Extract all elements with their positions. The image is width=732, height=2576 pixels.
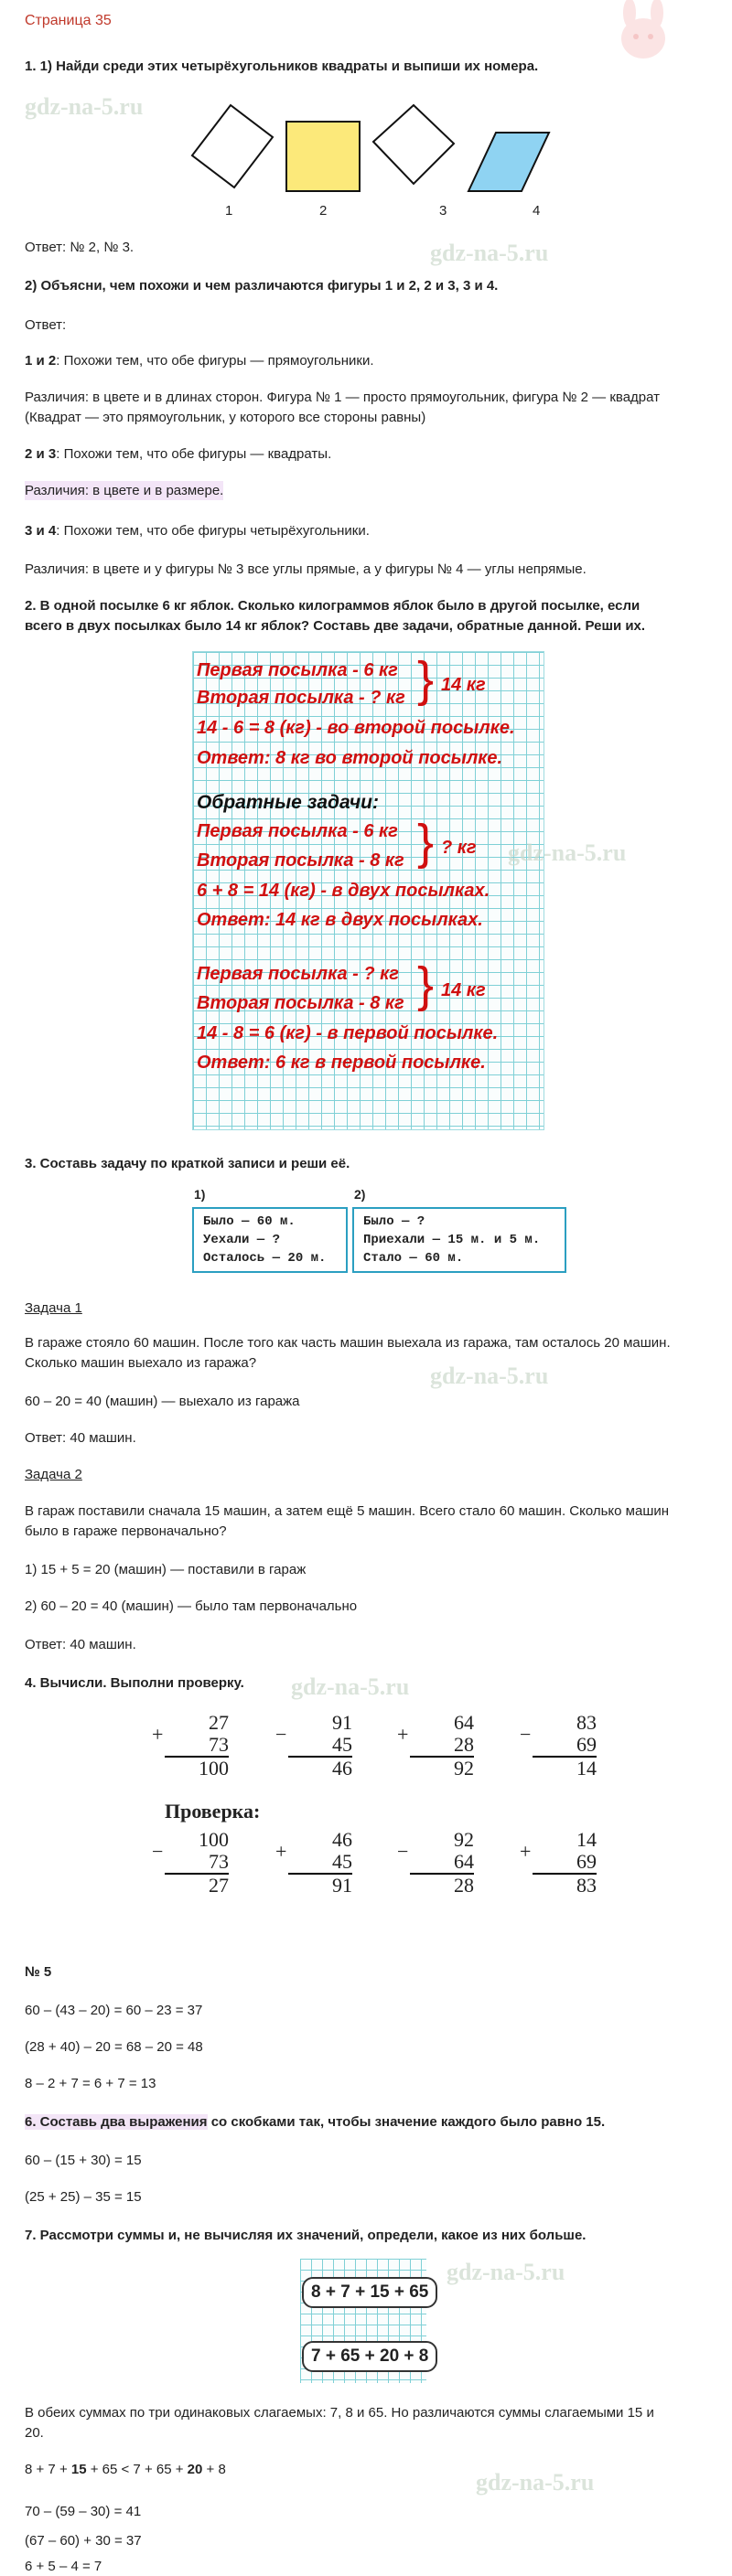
inverse2-line: Вторая посылка - 8 кг <box>197 993 404 1013</box>
check-operand: 64 <box>454 1850 474 1873</box>
task1-question-2: 2) Объясни, чем похожи и чем различаются фигуры 1 и 2, 2 и 3, 3 и 4. <box>25 278 499 294</box>
answer-1: Ответ: № 2, № 3. <box>25 240 135 255</box>
check-sign: − <box>152 1840 164 1863</box>
task6-question: 6. Составь два выражения со скобками так, чтобы значение каждого было равно 15. <box>25 2114 606 2130</box>
watermark: gdz-na-5.ru <box>291 1673 410 1700</box>
box1-label: 1) <box>194 1187 206 1202</box>
problem-1-answer: Ответ: 40 машин. <box>25 1430 136 1446</box>
task6-line: (25 + 25) – 35 = 15 <box>25 2189 142 2205</box>
task7-explanation: В обеих суммах по три одинаковых слагаемых: 7, 8 и 65. Но различаются суммы слагаемыми 15 и <box>25 2405 654 2421</box>
solution-line: 14 - 6 = 8 (кг) - во второй посылке. <box>197 718 515 738</box>
problem-1-solution: 60 – 20 = 40 (машин) — выехало из гаража <box>25 1394 300 1409</box>
calc-operand: 83 <box>576 1711 597 1734</box>
watermark: gdz-na-5.ru <box>508 839 627 866</box>
calc-column <box>410 1712 474 1780</box>
check-result: 83 <box>533 1873 597 1897</box>
check-sign: − <box>397 1840 409 1863</box>
calc-column <box>288 1712 352 1780</box>
brace-label: 14 кг <box>441 980 486 1000</box>
task7-explanation-cont: 20. <box>25 2425 44 2441</box>
brace-icon: } <box>417 957 435 1012</box>
page-title: Страница 35 <box>25 13 112 28</box>
inverse1-line: 6 + 8 = 14 (кг) - в двух посылках. <box>197 881 490 901</box>
calc-sign: − <box>275 1723 287 1746</box>
bunny-logo-icon <box>611 0 675 62</box>
solution-line: Вторая посылка - ? кг <box>197 688 405 708</box>
calc-result: 100 <box>165 1756 229 1780</box>
figure-label-4: 4 <box>533 203 541 219</box>
check-operand: 46 <box>332 1828 352 1851</box>
check-sign: + <box>275 1840 287 1863</box>
check-column <box>165 1829 229 1897</box>
tail-line: (67 – 60) + 30 = 37 <box>25 2533 142 2549</box>
brace-icon: } <box>417 652 435 707</box>
calc-operand: 27 <box>209 1711 229 1734</box>
pair-2-3-diff: Различия: в цвете и в размере. <box>25 483 224 498</box>
watermark: gdz-na-5.ru <box>476 2469 595 2496</box>
calc-sign: − <box>520 1723 532 1746</box>
check-operand: 100 <box>199 1828 229 1851</box>
figure-label-3: 3 <box>439 203 447 219</box>
calc-operand: 45 <box>332 1733 352 1756</box>
pair-3-4-similar: 3 и 4: Похожи тем, что обе фигуры четырёхугольники. <box>25 523 370 539</box>
short-note-box-1: Было — 60 м. Уехали — ? Осталось — 20 м. <box>192 1207 348 1273</box>
check-result: 91 <box>288 1873 352 1897</box>
watermark: gdz-na-5.ru <box>25 93 144 120</box>
brace-icon: } <box>417 815 435 870</box>
calc-result: 14 <box>533 1756 597 1780</box>
inverse2-line: 14 - 8 = 6 (кг) - в первой посылке. <box>197 1023 499 1043</box>
task5-line: 60 – (43 – 20) = 60 – 23 = 37 <box>25 2003 203 2018</box>
task5-title: № 5 <box>25 1964 52 1980</box>
check-operand: 69 <box>576 1850 597 1873</box>
calc-sign: + <box>397 1723 409 1746</box>
figure-label-1: 1 <box>225 203 233 219</box>
check-operand: 14 <box>576 1828 597 1851</box>
check-result: 27 <box>165 1873 229 1897</box>
watermark: gdz-na-5.ru <box>430 240 549 266</box>
tail-line: 6 + 5 – 4 = 7 <box>25 2559 102 2574</box>
calc-operand: 69 <box>576 1733 597 1756</box>
task3-question: 3. Составь задачу по краткой записи и реши её. <box>25 1156 350 1171</box>
problem-2-answer: Ответ: 40 машин. <box>25 1637 136 1652</box>
inverse2-line: Ответ: 6 кг в первой посылке. <box>197 1053 486 1073</box>
calc-operand: 73 <box>209 1733 229 1756</box>
figure-3-square <box>373 105 454 184</box>
problem-1-title: Задача 1 <box>25 1300 82 1316</box>
inverse1-line: Ответ: 14 кг в двух посылках. <box>197 910 483 930</box>
short-note-box-2: Было — ? Приехали — 15 м. и 5 м. Стало — 60 м. <box>352 1207 566 1273</box>
task5-line: (28 + 40) – 20 = 68 – 20 = 48 <box>25 2039 203 2055</box>
task6-line: 60 – (15 + 30) = 15 <box>25 2153 142 2168</box>
sum-card-1: 8 + 7 + 15 + 65 <box>302 2277 437 2308</box>
pair-1-2-diff-cont: (Квадрат — это прямоугольник, у которого все стороны равны) <box>25 410 426 425</box>
figure-label-2: 2 <box>319 203 328 219</box>
check-column <box>533 1829 597 1897</box>
calc-column <box>533 1712 597 1780</box>
calc-operand: 91 <box>332 1711 352 1734</box>
check-operand: 92 <box>454 1828 474 1851</box>
task4-question: 4. Вычисли. Выполни проверку. <box>25 1675 244 1691</box>
solution-line: Ответ: 8 кг во второй посылке. <box>197 748 503 768</box>
pair-2-3-similar: 2 и 3: Похожи тем, что обе фигуры — квадраты. <box>25 446 332 462</box>
task7-question: 7. Рассмотри суммы и, не вычисляя их значений, определи, какое из них больше. <box>25 2228 587 2243</box>
figure-4-rhombus <box>468 133 549 191</box>
inverse1-line: Первая посылка - 6 кг <box>197 821 398 841</box>
problem-2-text: В гараж поставили сначала 15 машин, а затем ещё 5 машин. Всего стало 60 машин. Сколько машин <box>25 1503 670 1519</box>
calc-operand: 28 <box>454 1733 474 1756</box>
check-column <box>288 1829 352 1897</box>
box2-label: 2) <box>354 1187 366 1202</box>
task1-question: 1. 1) Найди среди этих четырёхугольников квадраты и выпиши их номера. <box>25 59 539 74</box>
calc-result: 92 <box>410 1756 474 1780</box>
check-column <box>410 1829 474 1897</box>
check-label: Проверка: <box>165 1800 261 1822</box>
problem-2-text-cont: было в гараже первоначально? <box>25 1523 227 1539</box>
watermark: gdz-na-5.ru <box>447 2259 565 2285</box>
watermark: gdz-na-5.ru <box>430 1363 549 1389</box>
calc-result: 46 <box>288 1756 352 1780</box>
figure-1-rectangle <box>192 105 273 187</box>
tail-line: 70 – (59 – 30) = 41 <box>25 2504 142 2519</box>
check-operand: 73 <box>209 1850 229 1873</box>
problem-1-text: В гараже стояло 60 машин. После того как часть машин выехала из гаража, там осталось 20 машин. <box>25 1335 671 1351</box>
check-result: 28 <box>410 1873 474 1897</box>
inverse-title: Обратные задачи: <box>197 792 379 813</box>
pair-3-4-diff: Различия: в цвете и у фигуры № 3 все углы прямые, а у фигуры № 4 — углы непрямые. <box>25 561 587 577</box>
check-sign: + <box>520 1840 532 1863</box>
pair-1-2-similar: 1 и 2: Похожи тем, что обе фигуры — прямоугольники. <box>25 353 374 369</box>
task2-question-cont: всего в двух посылках было 14 кг яблок? Составь две задачи, обратные данной. Реши их. <box>25 618 646 634</box>
calc-column <box>165 1712 229 1780</box>
inverse1-line: Вторая посылка - 8 кг <box>197 850 404 871</box>
task5-line: 8 – 2 + 7 = 6 + 7 = 13 <box>25 2076 156 2091</box>
inverse2-line: Первая посылка - ? кг <box>197 964 399 984</box>
solution-line: Первая посылка - 6 кг <box>197 660 398 680</box>
problem-1-text-cont: Сколько машин выехало из гаража? <box>25 1355 257 1371</box>
problem-2-solution-2: 2) 60 – 20 = 40 (машин) — было там первоначально <box>25 1598 358 1614</box>
calc-sign: + <box>152 1723 164 1746</box>
problem-2-title: Задача 2 <box>25 1467 82 1482</box>
task7-compare: 8 + 7 + 15 + 65 < 7 + 65 + 20 + 8 <box>25 2462 226 2477</box>
calc-operand: 64 <box>454 1711 474 1734</box>
pair-1-2-diff: Различия: в цвете и в длинах сторон. Фигура № 1 — просто прямоугольник, фигура № 2 — квадрат <box>25 390 661 405</box>
brace-label: ? кг <box>441 838 477 858</box>
brace-label: 14 кг <box>441 675 486 695</box>
check-operand: 45 <box>332 1850 352 1873</box>
figure-2-square <box>286 122 360 191</box>
answer-label: Ответ: <box>25 317 67 333</box>
task2-question: 2. В одной посылке 6 кг яблок. Сколько килограммов яблок было в другой посылке, если <box>25 598 640 614</box>
sum-card-2: 7 + 65 + 20 + 8 <box>302 2341 437 2372</box>
problem-2-solution-1: 1) 15 + 5 = 20 (машин) — поставили в гараж <box>25 1562 307 1577</box>
